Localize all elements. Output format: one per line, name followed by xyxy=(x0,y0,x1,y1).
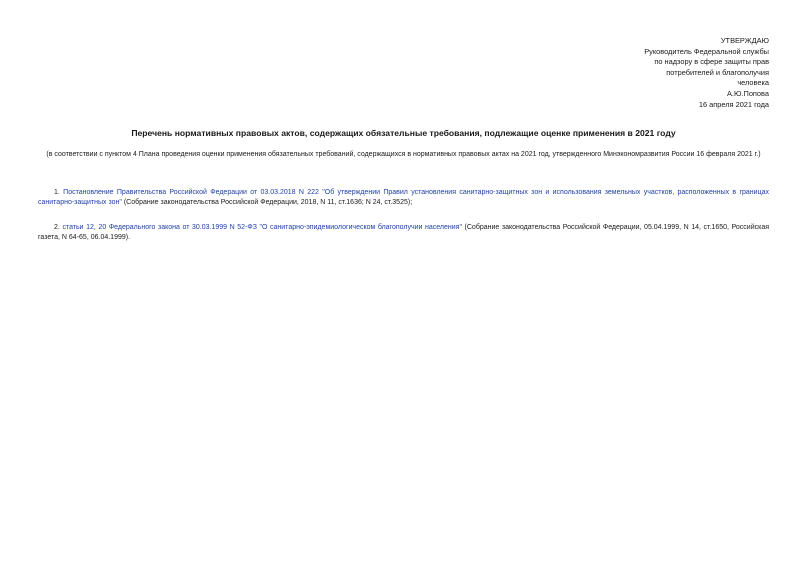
approval-position-line-3: потребителей и благополучия xyxy=(666,67,769,77)
item-citation: (Собрание законодательства Российской Федерации, 2018, N 11, ст.1636; N 24, ст.3525); xyxy=(121,199,413,207)
document-title: Перечень нормативных правовых актов, содержащих обязательные требования, подлежащие оценке применения в 2021 году xyxy=(131,128,676,138)
list-item xyxy=(38,223,769,244)
act-link[interactable]: статьи 12, 20 Федерального закона от 30.03.1999 N 52-ФЗ "О санитарно-эпидемиологическом благополучии населения" xyxy=(62,223,462,231)
approval-signatory: А.Ю.Попова xyxy=(727,88,769,98)
approval-position-line-2: по надзору в сфере защиты прав xyxy=(654,57,769,67)
approval-position-line-1: Руководитель Федеральной службы xyxy=(644,46,769,56)
list-item xyxy=(38,188,769,209)
item-citation: (Собрание законодательства Российской Федерации, 05.04.1999, N 14, ст.1650, Российская газета, N 64-65, 06.04.1999). xyxy=(38,223,770,242)
acts-list xyxy=(38,188,769,258)
act-link[interactable]: Постановление Правительства Российской Федерации от 03.03.2018 N 222 "Об утверждении Правил установления санитарно-защитных зон и использования земельных участков, расположенных в границах санитарно-защитных зон" xyxy=(38,189,769,207)
approval-position-line-4: человека xyxy=(737,78,769,88)
approval-heading: УТВЕРЖДАЮ xyxy=(720,36,769,45)
item-number: 1. xyxy=(54,189,60,196)
item-number: 2. xyxy=(54,223,60,231)
document-subtitle: (в соответствии с пунктом 4 Плана проведения оценки применения обязательных требований, содержащихся в нормативных правовых актах на 2021 год, утвержденного Минэкономразвития России 16 февраля 2021 г.) xyxy=(46,151,761,158)
approval-block xyxy=(569,36,769,110)
approval-date: 16 апреля 2021 года xyxy=(698,99,769,109)
